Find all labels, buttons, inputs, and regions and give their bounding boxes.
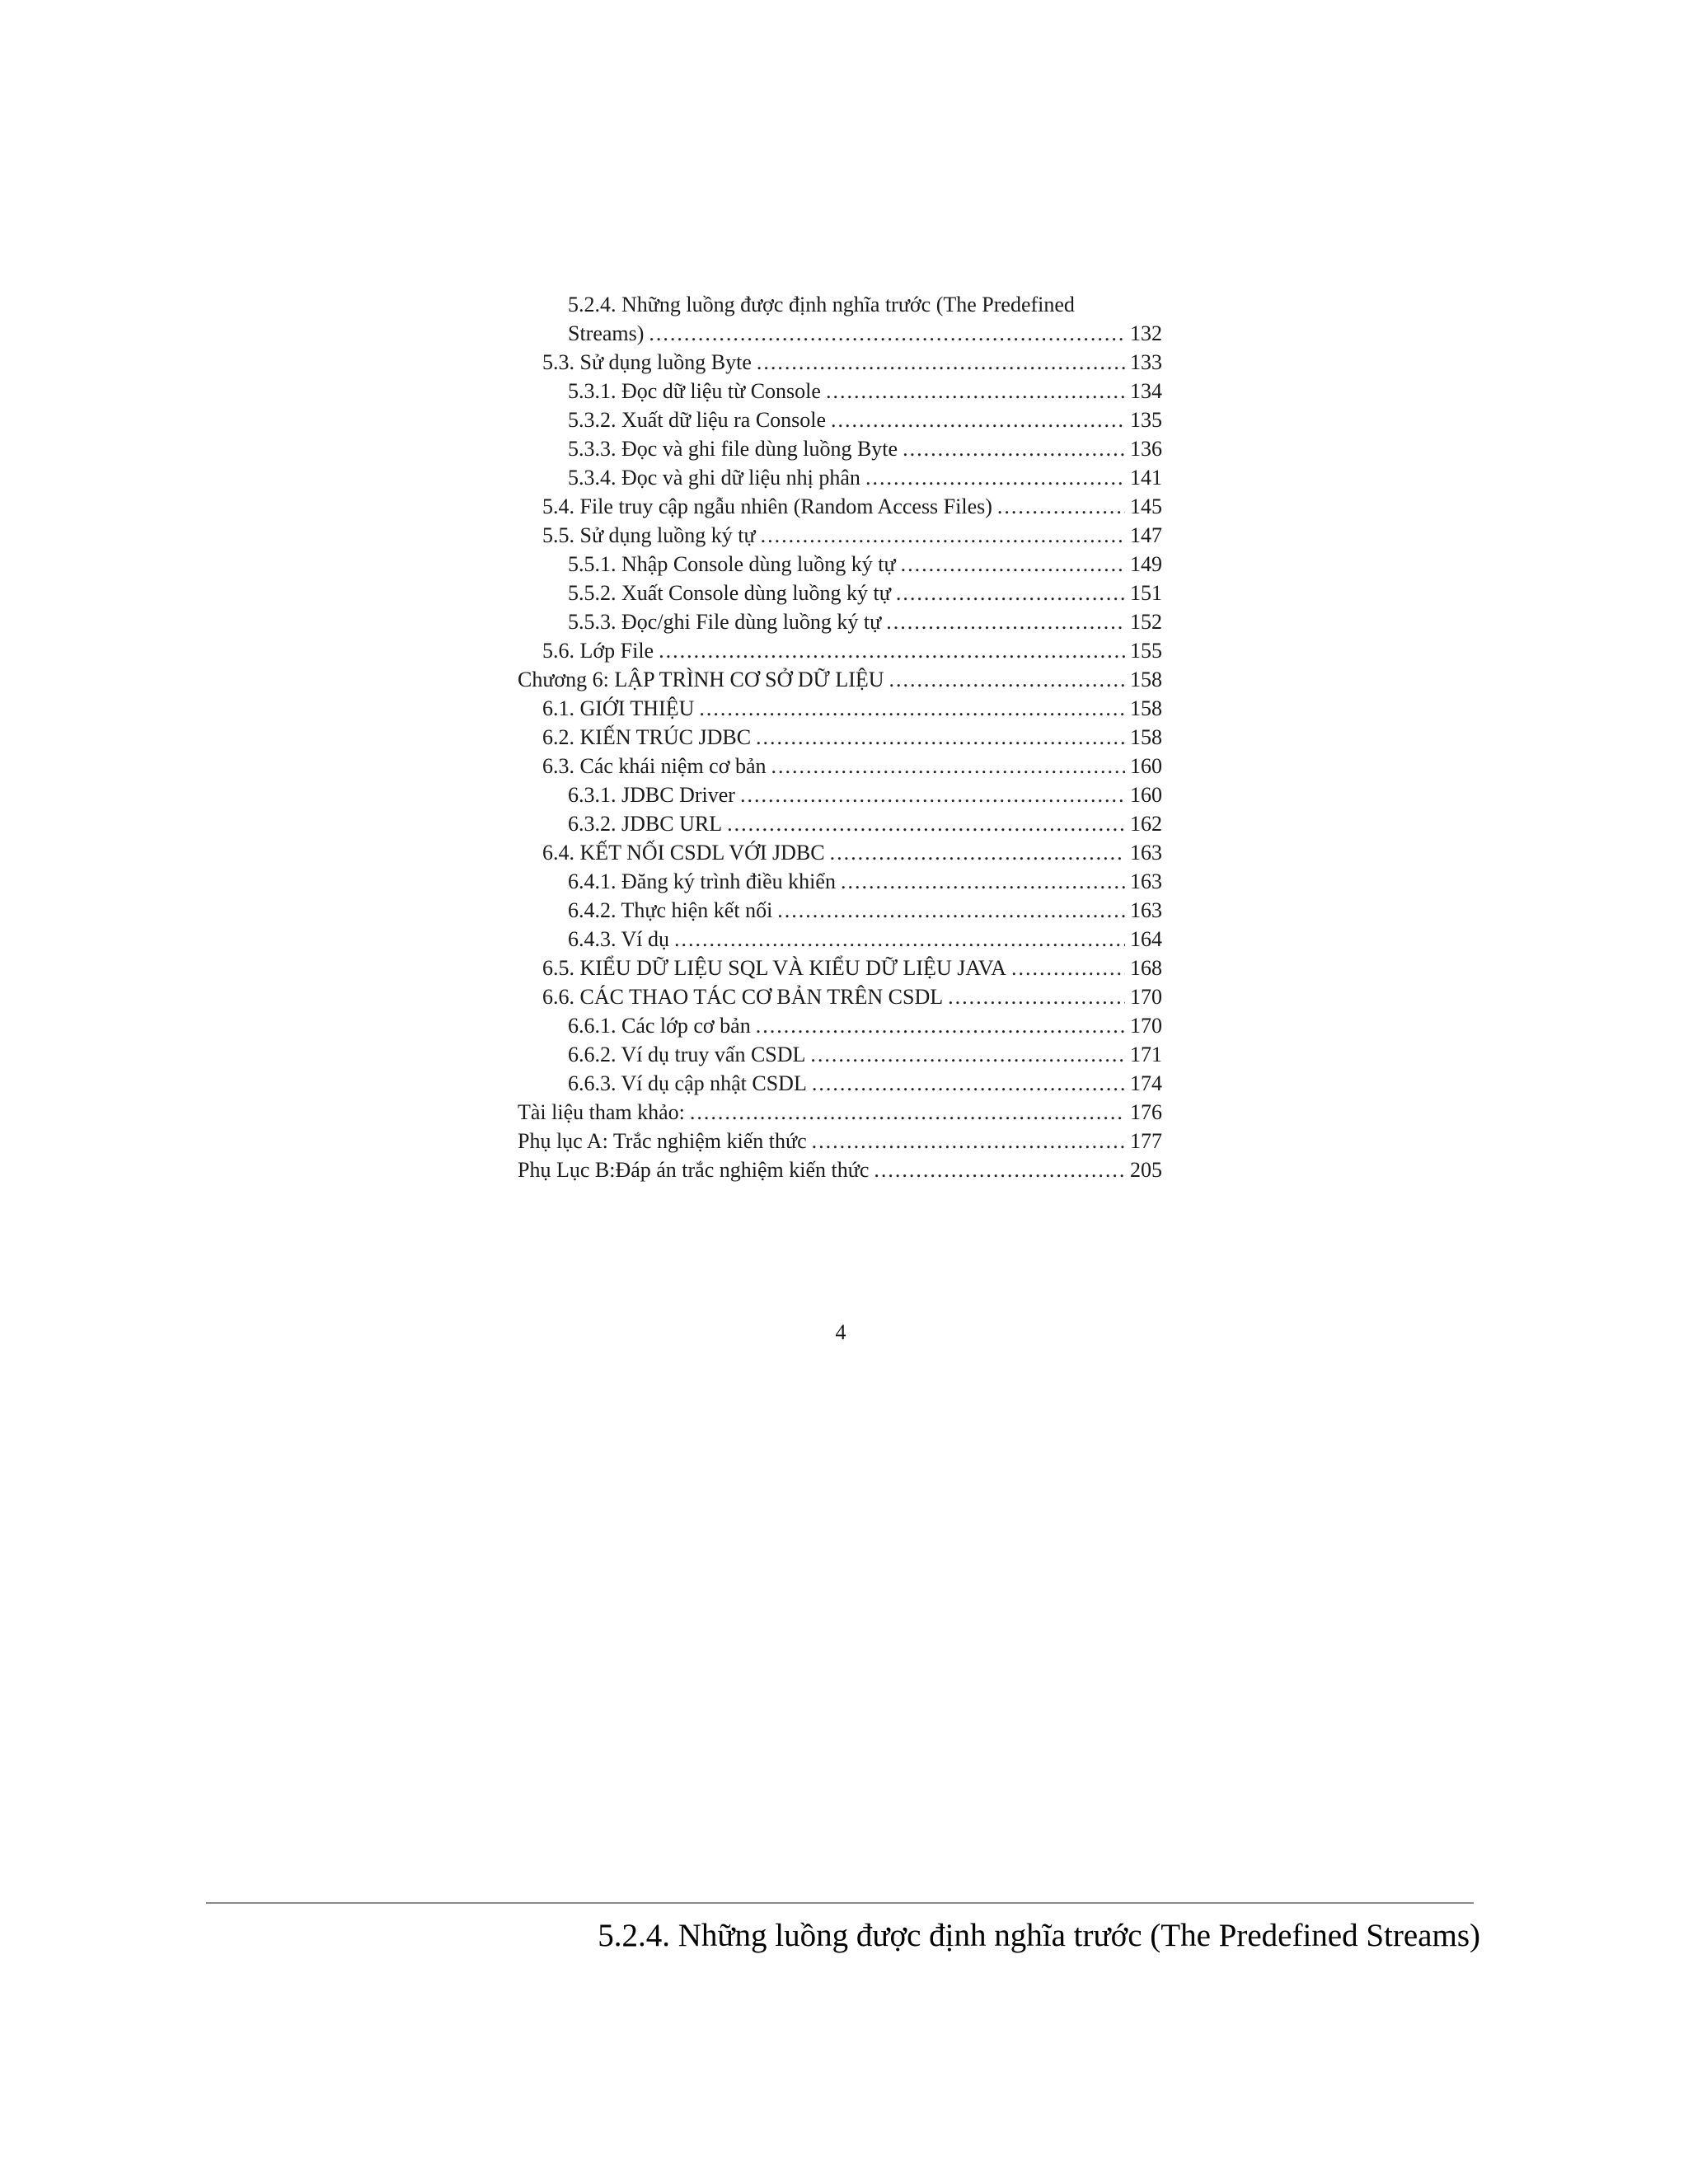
toc-dot-leader <box>997 492 1125 521</box>
toc-entry-page: 176 <box>1130 1100 1162 1124</box>
toc-dot-leader <box>886 607 1125 636</box>
toc-entry-label: 5.2.4. Những luồng được định nghĩa trước (The Predefined <box>568 293 1075 316</box>
toc-dot-leader <box>690 1098 1125 1127</box>
toc-entry-label: 5.5.1. Nhập Console dùng luồng ký tự <box>568 552 896 576</box>
toc-dot-leader <box>756 723 1125 752</box>
toc-entry-page: 158 <box>1130 725 1162 749</box>
toc-entry-label: 6.6.2. Ví dụ truy vấn CSDL <box>568 1043 806 1066</box>
toc-entry[interactable] <box>518 636 1162 665</box>
toc-dot-leader <box>896 579 1125 607</box>
toc-entry[interactable] <box>518 405 1162 434</box>
toc-entry[interactable] <box>518 896 1162 925</box>
toc-dot-leader <box>649 319 1125 348</box>
toc-entry-page: 160 <box>1130 783 1162 807</box>
toc-entry[interactable] <box>518 838 1162 867</box>
toc-dot-leader <box>699 694 1125 723</box>
toc-entry-label: 6.1. GIỚI THIỆU <box>542 696 695 720</box>
toc-entry-page: 158 <box>1130 696 1162 720</box>
toc-entry[interactable] <box>518 1127 1162 1155</box>
toc-dot-leader <box>810 1040 1125 1069</box>
toc-entry-label: 5.3.2. Xuất dữ liệu ra Console <box>568 408 827 432</box>
toc-dot-leader <box>841 867 1125 896</box>
toc-dot-leader <box>771 752 1125 780</box>
toc-entry-page: 152 <box>1130 610 1162 634</box>
toc-entry-page: 163 <box>1130 898 1162 922</box>
toc-entry-page: 205 <box>1130 1158 1162 1182</box>
toc-dot-leader <box>812 1127 1125 1155</box>
toc-entry[interactable] <box>518 1155 1162 1184</box>
toc-dot-leader <box>830 838 1125 867</box>
toc-entry-label: 6.4.2. Thực hiện kết nối <box>568 898 773 922</box>
toc-entry[interactable] <box>518 723 1162 752</box>
toc-entry-page: 136 <box>1130 437 1162 461</box>
toc-entry-label: 5.3.1. Đọc dữ liệu từ Console <box>568 379 821 403</box>
toc-entry[interactable] <box>518 694 1162 723</box>
toc-entry-label: 6.4.3. Ví dụ <box>568 927 670 951</box>
toc-entry-page: 134 <box>1130 379 1162 403</box>
toc-dot-leader <box>740 780 1125 809</box>
toc-entry-page: 135 <box>1130 408 1162 432</box>
toc-entry[interactable] <box>518 954 1162 982</box>
toc-entry-label: 6.3.2. JDBC URL <box>568 812 723 836</box>
toc-entry-page: 170 <box>1130 985 1162 1009</box>
toc-entry[interactable] <box>518 550 1162 579</box>
toc-entry[interactable] <box>518 1011 1162 1040</box>
toc-entry-page: 149 <box>1130 552 1162 576</box>
toc-dot-leader <box>889 665 1125 694</box>
toc-entry[interactable] <box>518 752 1162 780</box>
toc-entry[interactable] <box>518 665 1162 694</box>
toc-dot-leader <box>874 1155 1125 1184</box>
toc-dot-leader <box>761 521 1125 550</box>
toc-dot-leader <box>756 1011 1125 1040</box>
toc-entry-label: 6.6. CÁC THAO TÁC CƠ BẢN TRÊN CSDL <box>542 985 944 1009</box>
toc-entry-label: 6.4.1. Đăng ký trình điều khiển <box>568 869 836 893</box>
toc-entry[interactable] <box>518 463 1162 492</box>
toc-entry-label: 5.3.3. Đọc và ghi file dùng luồng Byte <box>568 437 898 461</box>
toc-entry-label: Tài liệu tham khảo: <box>518 1100 685 1124</box>
toc-entry[interactable] <box>518 579 1162 607</box>
toc-entry-label: Streams) <box>568 321 645 345</box>
toc-entry-page: 170 <box>1130 1014 1162 1038</box>
toc-entry[interactable] <box>518 607 1162 636</box>
toc-entry[interactable] <box>518 925 1162 954</box>
toc-entry[interactable] <box>518 1069 1162 1098</box>
toc-entry-label: 6.5. KIỂU DỮ LIỆU SQL VÀ KIỂU DỮ LIỆU JAVA <box>542 956 1006 980</box>
toc-entry-label: 5.5.3. Đọc/ghi File dùng luồng ký tự <box>568 610 882 634</box>
toc-entry-page: 158 <box>1130 668 1162 691</box>
toc-entry-page: 164 <box>1130 927 1162 951</box>
toc-entry-label: 6.6.1. Các lớp cơ bản <box>568 1014 751 1038</box>
toc-entry-label: 6.4. KẾT NỐI CSDL VỚI JDBC <box>542 841 825 865</box>
toc-entry-page: 155 <box>1130 639 1162 663</box>
toc-entry-page: 163 <box>1130 869 1162 893</box>
toc-entry-page: 160 <box>1130 754 1162 778</box>
footer-heading: 5.2.4. Những luồng được định nghĩa trước (The Predefined Streams) <box>598 1918 1480 1953</box>
toc-entry[interactable] <box>518 434 1162 463</box>
toc-entry-page: 174 <box>1130 1071 1162 1095</box>
toc-entry-label: Phụ Lục B:Đáp án trắc nghiệm kiến thức <box>518 1158 870 1182</box>
toc-entry[interactable] <box>518 982 1162 1011</box>
toc-entry-label: 5.6. Lớp File <box>542 639 654 663</box>
toc-entry-label: 6.2. KIẾN TRÚC JDBC <box>542 725 752 749</box>
toc-dot-leader <box>727 809 1125 838</box>
toc-entry-page: 147 <box>1130 523 1162 547</box>
page-number: 4 <box>835 1320 846 1344</box>
toc-entry-label: Phụ lục A: Trắc nghiệm kiến thức <box>518 1129 807 1153</box>
toc-entry[interactable] <box>518 1098 1162 1127</box>
toc-entry-page: 177 <box>1130 1129 1162 1153</box>
toc-dot-leader <box>948 982 1125 1011</box>
footer-divider <box>206 1902 1474 1904</box>
toc-dot-leader <box>1011 954 1125 982</box>
toc-entry[interactable] <box>518 809 1162 838</box>
toc-entry-label: 6.3. Các khái niệm cơ bản <box>542 754 767 778</box>
toc-dot-leader <box>812 1069 1125 1098</box>
toc-entry-page: 162 <box>1130 812 1162 836</box>
toc-entry[interactable] <box>518 867 1162 896</box>
toc-entry[interactable] <box>518 290 1162 319</box>
toc-dot-leader <box>777 896 1125 925</box>
toc-dot-leader <box>903 434 1125 463</box>
toc-dot-leader <box>674 925 1125 954</box>
toc-entry-label: 5.3.4. Đọc và ghi dữ liệu nhị phân <box>568 466 860 490</box>
toc-dot-leader <box>757 348 1125 377</box>
toc-entry-page: 133 <box>1130 350 1162 374</box>
toc-entry-page: 145 <box>1130 494 1162 518</box>
toc-entry[interactable] <box>518 492 1162 521</box>
toc-dot-leader <box>826 377 1125 405</box>
toc-dot-leader <box>659 636 1125 665</box>
toc-entry-page: 151 <box>1130 581 1162 605</box>
toc-dot-leader <box>831 405 1125 434</box>
toc-dot-leader <box>901 550 1125 579</box>
toc-entry[interactable] <box>518 377 1162 405</box>
toc-entry-label: 5.3. Sử dụng luồng Byte <box>542 350 752 374</box>
toc-entry[interactable] <box>518 521 1162 550</box>
toc-entry-label: 5.4. File truy cập ngẫu nhiên (Random Access Files) <box>542 494 992 518</box>
toc-entry-label: 5.5.2. Xuất Console dùng luồng ký tự <box>568 581 891 605</box>
toc-entry-page: 141 <box>1130 466 1162 490</box>
toc-entry-page: 132 <box>1130 321 1162 345</box>
toc-entry[interactable] <box>518 1040 1162 1069</box>
toc-entry-label: 6.3.1. JDBC Driver <box>568 783 735 807</box>
toc-entry[interactable] <box>518 319 1162 348</box>
toc-dot-leader <box>865 463 1125 492</box>
toc-entry-page: 168 <box>1130 956 1162 980</box>
toc-entry-label: Chương 6: LẬP TRÌNH CƠ SỞ DỮ LIỆU <box>518 668 884 691</box>
toc-entry[interactable] <box>518 780 1162 809</box>
table-of-contents <box>518 290 1162 1184</box>
toc-entry[interactable] <box>518 348 1162 377</box>
toc-entry-page: 163 <box>1130 841 1162 865</box>
toc-entry-page: 171 <box>1130 1043 1162 1066</box>
toc-entry-label: 6.6.3. Ví dụ cập nhật CSDL <box>568 1071 807 1095</box>
toc-entry-label: 5.5. Sử dụng luồng ký tự <box>542 523 756 547</box>
